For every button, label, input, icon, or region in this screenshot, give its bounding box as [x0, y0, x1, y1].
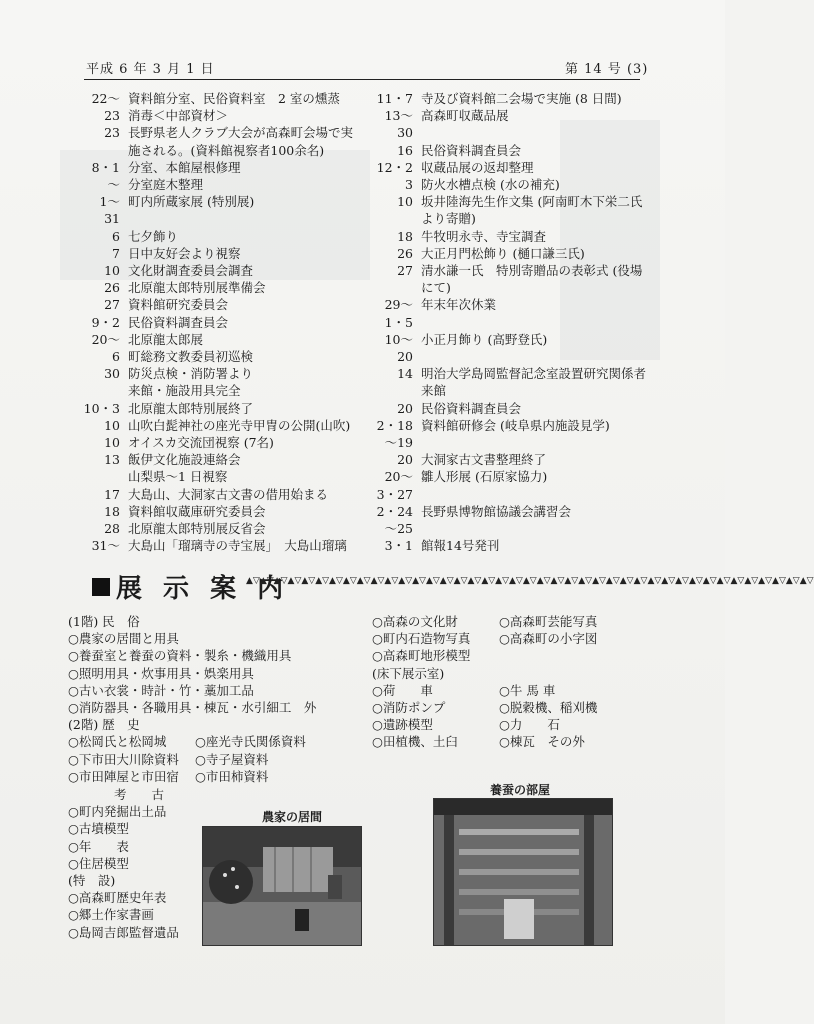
log-entry [358, 245, 668, 262]
exhibit-item: ○町内石造物写真 [372, 631, 471, 647]
log-entry [358, 142, 668, 159]
log-date: 12・2 [376, 159, 413, 175]
issue-number: 第 14 号 (3) [565, 62, 649, 77]
log-date: 26 [104, 280, 120, 296]
exhibit-item-pair [372, 682, 662, 699]
exhibit-item: (特 設) [68, 873, 116, 889]
log-text: 文化財調査委員会調査 [128, 263, 254, 279]
log-text: 山吹白髭神社の座光寺甲冑の公開(山吹) [128, 417, 351, 433]
log-date: 27 [397, 263, 413, 279]
exhibit-item: ○島岡吉郎監督遺品 [68, 924, 179, 940]
log-entry [358, 279, 668, 296]
exhibit-item: 考 古 [114, 787, 165, 802]
log-entry [60, 314, 370, 331]
exhibit-item: ○座光寺氏関係資料 [195, 734, 306, 750]
log-text: 町内所蔵家展 (特別展) [128, 194, 255, 210]
log-entry [358, 193, 668, 210]
log-entry [60, 331, 370, 348]
exhibit-item: (1階) 民 俗 [68, 614, 140, 629]
log-text: 大島山、大洞家古文書の借用始まる [128, 486, 329, 502]
log-date: 7 [112, 245, 120, 261]
exhibit-item: ○照明用具・炊事用具・娯楽用具 [68, 665, 254, 681]
exhibit-title-text: 展 示 案 内 [116, 574, 290, 604]
log-date: 11・7 [376, 91, 413, 106]
log-text: 施される。(資料館視察者100余名) [128, 142, 325, 158]
log-date: 8・1 [91, 159, 120, 175]
log-text: 高森町収蔵品展 [421, 108, 509, 124]
exhibit-title [92, 568, 289, 605]
exhibit-guide-right [372, 613, 662, 751]
log-entry [358, 228, 668, 245]
log-text: 山梨県～1 日視察 [128, 469, 228, 485]
log-entry [60, 451, 370, 468]
log-text: 防火水槽点検 (水の補充) [421, 177, 560, 193]
exhibit-item-pair [68, 751, 368, 768]
log-date: 28 [104, 521, 120, 537]
exhibit-item: ○養蚕室と養蚕の資料・製糸・機織用具 [68, 648, 292, 664]
activity-log-right [358, 90, 668, 554]
log-entry [358, 365, 668, 382]
exhibit-item: ○遺跡模型 [372, 717, 433, 733]
farmhouse-living-room-photo [202, 826, 362, 946]
log-date: 22～ [91, 91, 120, 106]
log-date [358, 210, 413, 227]
log-date [60, 382, 120, 399]
exhibit-item: ○住居模型 [68, 855, 129, 871]
log-entry [60, 417, 370, 434]
exhibit-item-pair [372, 630, 662, 647]
log-entry [60, 348, 370, 365]
log-text: 民俗資料調査員会 [128, 314, 229, 330]
log-text: 来館 [421, 383, 447, 399]
log-date: 10～ 20 [384, 331, 413, 365]
log-entry [358, 296, 668, 330]
log-entry [358, 210, 668, 227]
log-entry [60, 107, 370, 124]
log-entry [60, 193, 370, 227]
log-text: 分室庭木整理 [128, 177, 204, 193]
exhibit-item: ○高森町の小字図 [499, 631, 598, 647]
log-date [358, 382, 413, 399]
exhibit-item: ○市田陣屋と市田宿 [68, 768, 179, 784]
log-text: 長野県博物館協議会講習会 [421, 503, 572, 519]
log-entry [60, 537, 370, 554]
exhibit-item-pair [372, 613, 662, 630]
log-text: 来館・施設用具完全 [128, 383, 241, 399]
exhibit-item: ○下市田大川除資料 [68, 751, 179, 767]
log-entry [60, 262, 370, 279]
log-date: 16 [397, 142, 413, 158]
log-entry [60, 176, 370, 193]
log-text: オイスカ交流団視察 (7名) [128, 435, 274, 451]
log-entry [358, 262, 668, 279]
log-date: 14 [397, 366, 413, 382]
exhibit-item: ○農家の居間と用具 [68, 631, 179, 647]
exhibit-item: ○棟瓦 その外 [499, 734, 585, 750]
log-text: 長野県老人クラブ大会が高森町会場で実 [128, 125, 354, 141]
log-entry [60, 245, 370, 262]
exhibit-item: ○寺子屋資料 [195, 751, 269, 767]
log-text: 民俗資料調査員会 [421, 400, 522, 416]
exhibit-item: ○荷 車 [372, 682, 433, 698]
exhibit-item: ○力 石 [499, 717, 560, 733]
log-entry [358, 451, 668, 468]
photo-caption-farmhouse: 農家の居間 [262, 810, 323, 824]
log-date: 10 [397, 194, 413, 210]
log-text: 七夕飾り [128, 228, 179, 244]
log-date: 26 [397, 245, 413, 261]
log-date: 10・3 [83, 400, 120, 416]
photo-caption-silkworm: 養蚕の部屋 [490, 783, 551, 797]
log-text: 明治大学島岡監督記念室設置研究関係者 [421, 366, 647, 382]
log-date: 10 [104, 417, 120, 433]
exhibit-item: ○年 表 [68, 838, 129, 854]
exhibit-item: ○田植機、土臼 [372, 734, 458, 750]
log-entry [60, 279, 370, 296]
log-date: 20～ [91, 331, 120, 347]
log-date: 18 [397, 228, 413, 244]
log-entry [60, 159, 370, 176]
log-date: 17 [104, 486, 120, 502]
log-entry [358, 331, 668, 365]
log-date: 27 [104, 297, 120, 313]
log-date: 23 [104, 125, 120, 141]
log-entry [60, 142, 370, 159]
log-date: 3・1 [384, 538, 413, 554]
log-entry [358, 90, 668, 107]
log-text: 資料館収蔵庫研究委員会 [128, 503, 266, 519]
log-date: 18 [104, 503, 120, 519]
log-date: ～ [107, 177, 120, 193]
log-text: 収蔵品展の返却整理 [421, 159, 534, 175]
exhibit-item-pair [372, 699, 662, 716]
exhibit-item: ○牛 馬 車 [499, 682, 556, 698]
exhibit-item: ○高森の文化財 [372, 614, 458, 629]
exhibit-item: (2階) 歴 史 [68, 717, 140, 733]
log-entry [60, 400, 370, 417]
exhibit-section-heading: (床下展示室) [372, 665, 445, 681]
log-date: 3 [405, 177, 413, 193]
log-text: 寺及び資料館二会場で実施 (8 日間) [421, 91, 622, 106]
log-date: 10 [104, 435, 120, 451]
log-date: 20 [397, 452, 413, 468]
log-date: 13～ 30 [384, 108, 413, 141]
log-entry [60, 520, 370, 537]
activity-log-left [60, 90, 370, 554]
exhibit-item: ○高森町芸能写真 [499, 614, 598, 629]
log-text: 消毒＜中部資材＞ [128, 108, 229, 124]
exhibit-item: ○町内発掘出土品 [68, 804, 167, 820]
log-entry [60, 365, 370, 382]
log-entry [60, 228, 370, 245]
log-text: 資料館研究委員会 [128, 297, 229, 313]
log-date [358, 279, 413, 296]
triangle-border: ▲▽▲▽▲▽▲▽▲▽▲▽▲▽▲▽▲▽▲▽▲▽▲▽▲▽▲▽▲▽▲▽▲▽▲▽▲▽▲▽▲▽▲▽▲▽▲▽▲▽▲▽▲▽▲▽▲▽▲▽▲▽▲▽▲▽▲▽▲▽▲▽▲▽▲▽▲▽▲▽▲▽ [246, 576, 814, 586]
log-date: 1～ 31 [99, 194, 120, 227]
log-text: 坂井陸海先生作文集 (阿南町木下栄二氏 [421, 194, 643, 210]
log-text: 清水謙一氏 特別寄贈品の表彰式 (役場 [421, 263, 643, 279]
log-text: 雛人形展 (石原家協力) [421, 469, 548, 485]
log-date: 13 [104, 452, 120, 468]
exhibit-item: ○古い衣裳・時計・竹・藁加工品 [68, 682, 254, 698]
log-entry [358, 468, 668, 502]
log-date [60, 468, 120, 485]
log-text: 年末年次休業 [421, 297, 497, 313]
exhibit-item-pair [372, 733, 662, 750]
log-entry [60, 434, 370, 451]
log-text: 大正月門松飾り (樋口謙三氏) [421, 245, 585, 261]
exhibit-item: ○古墳模型 [68, 821, 129, 837]
log-date: 31～ [91, 538, 120, 554]
exhibit-item: ○市田柿資料 [195, 768, 269, 784]
log-date: 9・2 [91, 314, 120, 330]
log-entry [60, 296, 370, 313]
log-text: 日中友好会より視察 [128, 245, 241, 261]
log-text: 防災点検・消防署より [128, 366, 254, 382]
log-entry [358, 537, 668, 554]
exhibit-item-pair [372, 716, 662, 733]
log-text: にて) [421, 280, 451, 296]
square-bullet-icon [92, 578, 110, 596]
exhibit-guide-archaeology [68, 786, 218, 941]
log-text: 小正月飾り (高野登氏) [421, 331, 548, 347]
log-text: 民俗資料調査員会 [421, 142, 522, 158]
log-entry [60, 124, 370, 141]
log-text: 大島山「瑠璃寺の寺宝展」 大島山瑠璃 [128, 538, 347, 554]
log-entry [60, 503, 370, 520]
exhibit-guide-left [68, 613, 368, 785]
issue-date: 平成 6 年 3 月 1 日 [86, 62, 215, 77]
log-text: 資料館分室、民俗資料室 2 室の燻蒸 [128, 91, 340, 106]
log-entry [60, 90, 370, 107]
log-date: 20 [397, 400, 413, 416]
log-entry [358, 176, 668, 193]
log-entry [60, 382, 370, 399]
exhibit-item: ○郷土作家書画 [68, 907, 154, 923]
exhibit-item-pair [68, 733, 368, 750]
log-text: 館報14号発刊 [421, 538, 500, 554]
log-date: 23 [104, 108, 120, 124]
log-text: 北原龍太郎特別展反省会 [128, 521, 266, 537]
log-text: 牛牧明永寺、寺宝調査 [421, 228, 547, 244]
log-date: 6 [112, 349, 120, 365]
log-date: 30 [104, 366, 120, 382]
log-entry [60, 486, 370, 503]
silkworm-room-photo [433, 798, 613, 946]
exhibit-item: ○松岡氏と松岡城 [68, 734, 167, 750]
log-date: 6 [112, 228, 120, 244]
exhibit-item: ○消防ポンプ [372, 700, 446, 716]
log-entry [358, 382, 668, 399]
log-entry [358, 159, 668, 176]
log-entry [60, 468, 370, 485]
log-entry [358, 417, 668, 451]
log-text: 飯伊文化施設連絡会 [128, 452, 241, 468]
log-date: 2・18 ～19 [376, 417, 413, 451]
log-entry [358, 503, 668, 537]
exhibit-item: ○消防器具・各職用具・棟瓦・水引細工 外 [68, 700, 317, 716]
log-text: 大洞家古文書整理終了 [421, 452, 547, 468]
log-text: 資料館研修会 (岐阜県内施設見学) [421, 417, 610, 433]
header-rule [84, 79, 640, 80]
exhibit-item: ○高森町地形模型 [372, 648, 471, 664]
log-text: 分室、本館屋根修理 [128, 159, 241, 175]
log-entry [358, 107, 668, 141]
exhibit-item: ○脱穀機、稲刈機 [499, 700, 598, 716]
log-text: 北原龍太郎特別展終了 [128, 400, 254, 416]
log-date: 10 [104, 263, 120, 279]
exhibit-item-pair [68, 768, 368, 785]
log-entry [358, 400, 668, 417]
log-date: 2・24 ～25 [376, 503, 413, 537]
log-date: 29～ 1・5 [384, 297, 413, 330]
exhibit-item: ○高森町歴史年表 [68, 890, 167, 906]
log-text: 町総務文教委員初巡検 [128, 349, 254, 365]
log-text: 北原龍太郎特別展準備会 [128, 280, 266, 296]
log-text: 北原龍太郎展 [128, 331, 204, 347]
log-date [60, 142, 120, 159]
log-text: より寄贈) [421, 211, 476, 227]
log-date: 20～ 3・27 [376, 469, 413, 502]
